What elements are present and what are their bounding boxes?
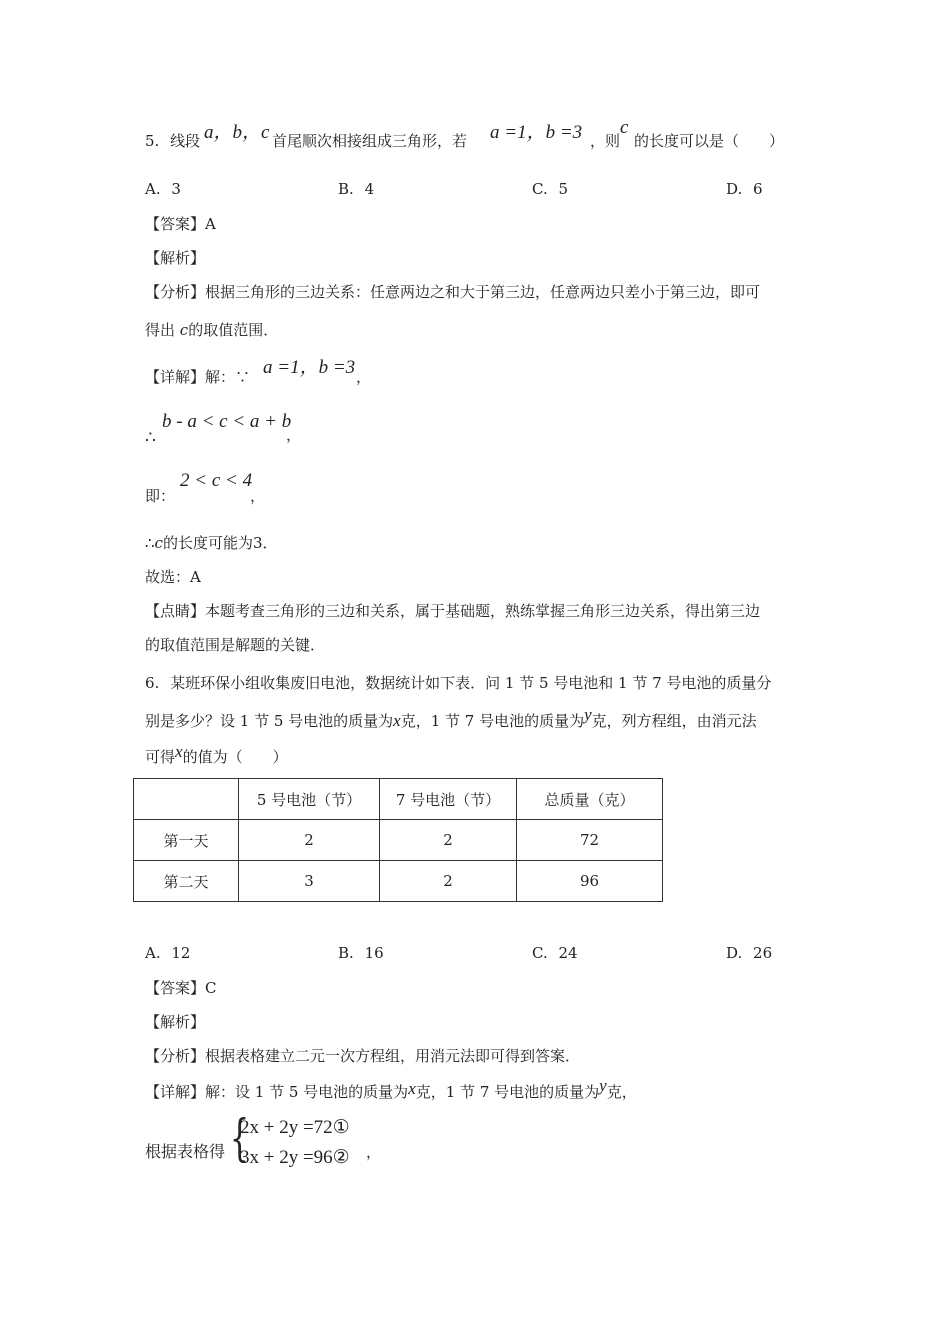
q6-option-a: A. 12 [145,944,191,962]
q6-detail: 【详解】解：设 1 节 5 号电池的质量为x克，1 节 7 号电池的质量为y克， [145,1076,637,1101]
q6-option-b: B. 16 [338,944,384,962]
table-cell: 96 [517,861,663,902]
q5-option-d: D. 6 [726,180,763,198]
q5-number: 5. [145,132,160,150]
table-cell: 3 [239,861,380,902]
q5-option-b: B. 4 [338,180,375,198]
q5-ie-label: 即： [145,487,176,505]
table-header-cell [134,779,239,820]
table-header-cell: 5 号电池（节） [239,779,380,820]
q6-option-c: C. 24 [532,944,578,962]
table-cell: 2 [380,820,517,861]
q6-analysis: 【分析】根据表格建立二元一次方程组，用消元法即可得到答案． [145,1047,581,1065]
table-row [134,820,663,861]
q6-stem-3: 可得x的值为（ ） [145,742,288,766]
table-cell: 2 [239,820,380,861]
q6-stem-2: 别是多少？设 1 节 5 号电池的质量为x克，1 节 7 号电池的质量为y克，列方程组，由消元法 [145,705,757,730]
q6-system-label: 根据表格得 [145,1142,226,1161]
q5-conclusion: ∴c的长度可能为3． [145,534,278,552]
q5-segments: a，b，c [204,122,270,143]
q6-equation-1: 2x + 2y =72① [240,1117,350,1138]
q6-number: 6. [145,674,160,692]
q5-inequality-2: 2 < c < 4 [180,470,253,491]
q5-analysis: 【分析】根据三角形的三边关系：任意两边之和大于第三边，任意两边只差小于第三边，即可 [145,283,761,301]
system-brace: { [230,1109,250,1167]
table-row [134,861,663,902]
q5-analysis-heading: 【解析】 [145,249,206,267]
table-cell: 第二天 [134,861,239,902]
q5-comment-2: 的取值范围是解题的关键． [145,636,326,654]
q6-equation-2: 3x + 2y =96② [240,1147,350,1168]
q5-option-a: A. 3 [145,180,181,198]
q6-system-comma: ， [366,1143,382,1161]
q5-therefore-symbol: ∴ [145,428,156,448]
q5-detail-given: a =1，b =3 [263,357,356,378]
table-header-cell: 7 号电池（节） [380,779,517,820]
q5-stem-4: 的长度可以是（ ） [634,132,785,150]
q5-inequality: b - a < c < a + b [162,411,292,432]
q5-choice: 故选：A [145,568,201,586]
q5-comment: 【点睛】本题考查三角形的三边和关系，属于基础题，熟练掌握三角形三边关系，得出第三边 [145,602,761,620]
q5-detail: 【详解】解：∵ [145,368,251,386]
table-cell: 72 [517,820,663,861]
q6-option-d: D. 26 [726,944,773,962]
table-cell: 2 [380,861,517,902]
q5-stem: 5. 线段 [145,132,201,150]
q5-given: a =1，b =3 [490,122,583,143]
q6-answer: 【答案】C [145,979,217,997]
q5-stem-2: 首尾顺次相接组成三角形，若 [272,132,468,150]
q6-analysis-heading: 【解析】 [145,1013,206,1031]
q6-data-table [133,778,663,902]
q5-analysis-2: 得出 c的取值范围． [145,321,279,339]
table-cell: 第一天 [134,820,239,861]
q5-stem-3: ，则 [590,132,621,150]
q5-option-c: C. 5 [532,180,569,198]
table-header-cell: 总质量（克） [517,779,663,820]
q6-stem: 6. 某班环保小组收集废旧电池，数据统计如下表．问 1 节 5 号电池和 1 节 7 号电池的质量分 [145,674,772,692]
q5-inequality-2-comma: ， [250,487,266,505]
q5-detail-comma: ， [356,368,372,386]
q5-inequality-comma: ， [286,426,302,444]
table-header-row [134,779,663,820]
q5-var-c: c [620,117,629,138]
q5-answer: 【答案】A [145,215,216,233]
